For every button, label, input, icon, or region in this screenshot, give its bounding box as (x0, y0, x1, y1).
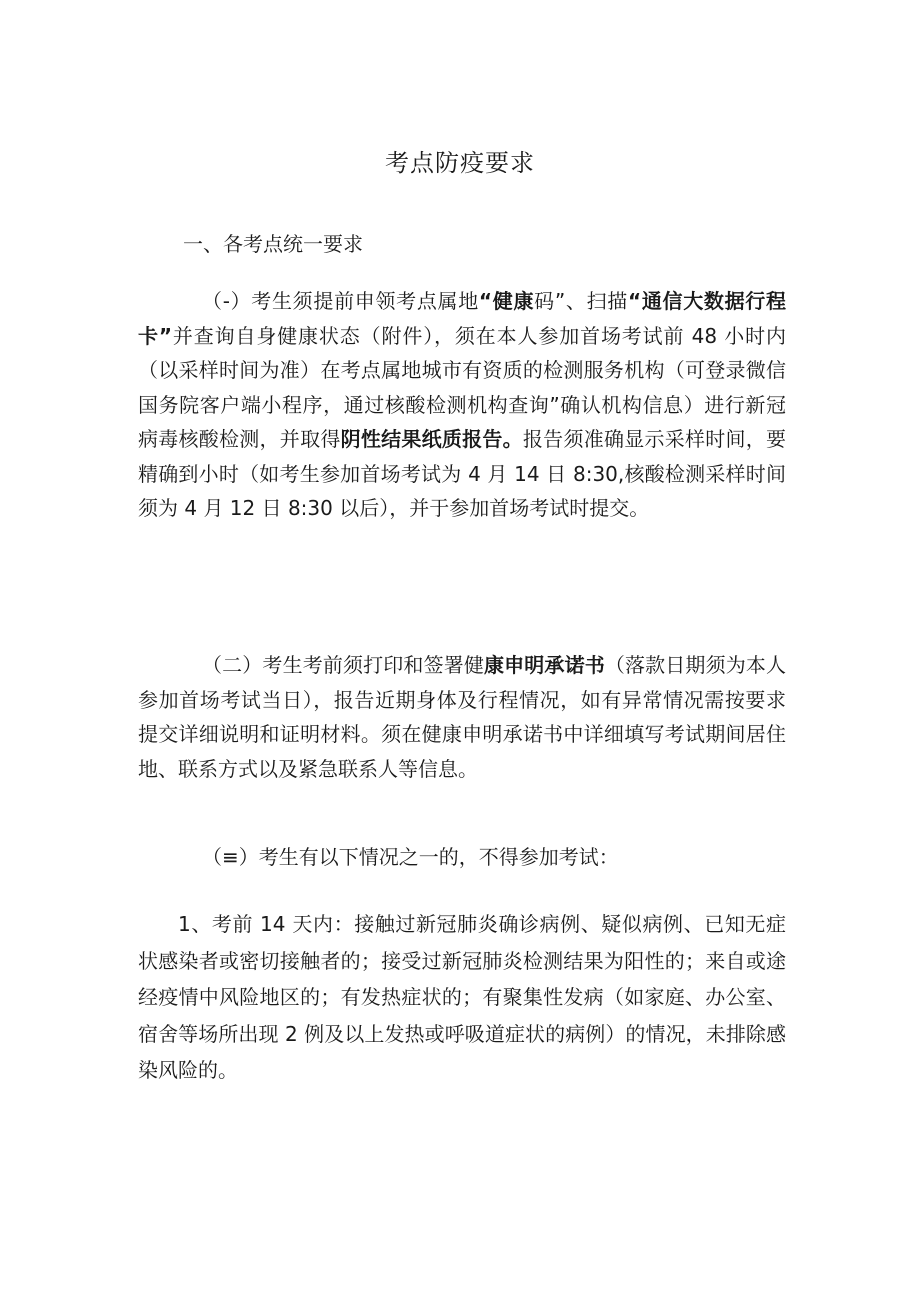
paragraph-1 (138, 284, 786, 526)
paragraph-2-bold-1: 康申明承诺书 (484, 653, 605, 677)
paragraph-1-text-3: 并查询自身健康状态（附件），须在本人参加首场考试前 48 小时内（以采样时间为准）在考点属地城市有资质的检测服务机构（可登录微信国务院客户端小程序，通过核酸检测机构查询”确认机构信息）进行新冠病毒核酸检测，并取得 (138, 323, 786, 451)
paragraph-1-text-1: （-）考生须提前申领考点属地 (202, 289, 479, 313)
paragraph-4: 1、考前 14 天内：接触过新冠肺炎确诊病例、疑似病例、已知无症状感染者或密切接触者的；接受过新冠肺炎检测结果为阳性的；来自或途经疫情中风险地区的；有发热症状的；有聚集性发病（如家庭、办公室、宿舍等场所出现 2 例及以上发热或呼吸道症状的病例）的情况，未排除感染风险的。 (138, 912, 786, 1082)
paragraph-1-bold-1: “健康 (478, 289, 535, 313)
paragraph-1-text-2: 码”、扫描 (534, 289, 628, 313)
paragraph-3: （≡）考生有以下情况之一的，不得参加考试： (202, 845, 619, 869)
paragraph-2 (138, 648, 786, 786)
paragraph-2-text-1: （二）考生考前须打印和签署健 (202, 653, 484, 677)
paragraph-1-bold-2: “通信大数据行程卡” (138, 289, 786, 348)
section-heading: 一、各考点统一要求 (183, 232, 363, 256)
paragraph-1-bold-3: 阴性结果纸质报告。 (340, 427, 523, 451)
paragraph-1-text-4: 报告须准确显示采样时间，要精确到小时（如考生参加首场考试为 4 月 14 日 8:30,核酸检测采样时间须为 4 月 12 日 8:30 以后），并于参加首场考试时提交。 (138, 427, 787, 520)
document-title: 考点防疫要求 (385, 149, 535, 177)
paragraph-2-text-2: （落款日期须为本人参加首场考试当日），报告近期身体及行程情况，如有异常情况需按要求提交详细说明和证明材料。须在健康申明承诺书中详细填写考试期间居住地、联系方式以及紧急联系人等信息。 (138, 653, 787, 781)
